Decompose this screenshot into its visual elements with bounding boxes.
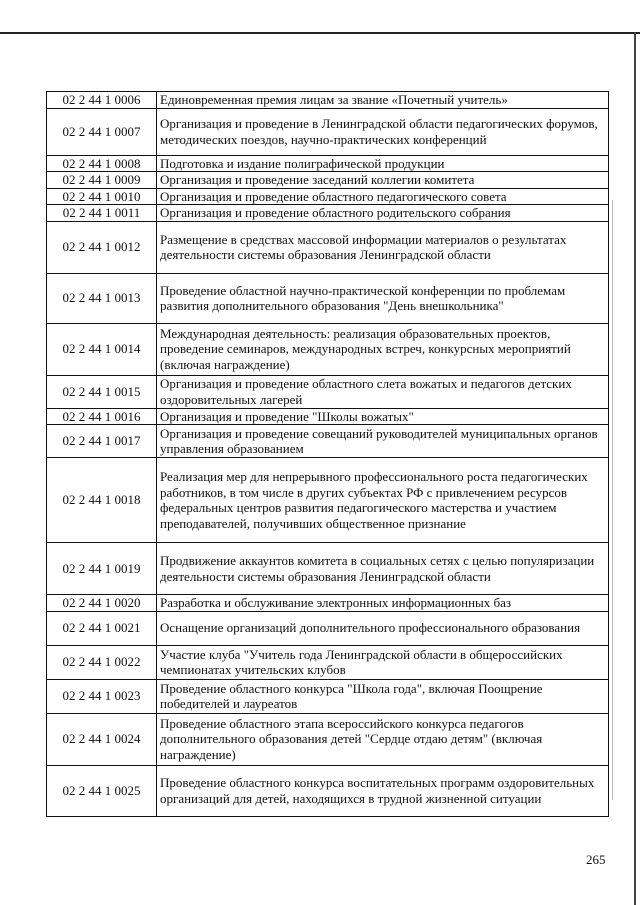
row-description: Организация и проведение заседаний коллегии комитета [157,172,609,189]
table-row [47,645,609,679]
table-row [47,273,609,323]
row-code: 02 2 44 1 0006 [47,92,157,109]
row-description: Организация и проведение "Школы вожатых" [157,408,609,425]
budget-code-table [46,91,609,817]
row-code: 02 2 44 1 0020 [47,595,157,612]
row-code: 02 2 44 1 0017 [47,425,157,458]
scan-right-border [634,32,636,905]
table-row [47,425,609,458]
row-description: Разработка и обслуживание электронных информационных баз [157,595,609,612]
table-row [47,375,609,408]
table-row [47,221,609,273]
row-code: 02 2 44 1 0022 [47,645,157,679]
scan-top-border [0,32,640,34]
row-description: Организация и проведение областного педагогического совета [157,188,609,205]
row-description: Организация и проведение в Ленинградской области педагогических форумов, методических поездов, научно-практических конференций [157,108,609,155]
table-row [47,679,609,713]
table-row [47,108,609,155]
row-description: Продвижение аккаунтов комитета в социальных сетях с целью популяризации деятельности системы образования Ленинградской области [157,543,609,595]
table-row [47,205,609,222]
row-code: 02 2 44 1 0009 [47,172,157,189]
table-row [47,408,609,425]
row-code: 02 2 44 1 0023 [47,679,157,713]
row-description: Проведение областной научно-практической конференции по проблемам развития дополнительного образования "День внешкольника" [157,273,609,323]
row-description: Проведение областного конкурса "Школа года", включая Поощрение победителей и лауреатов [157,679,609,713]
table-row [47,92,609,109]
table-row [47,172,609,189]
row-description: Организация и проведение областного слета вожатых и педагогов детских оздоровительных лагерей [157,375,609,408]
row-description: Участие клуба "Учитель года Ленинградской области в общероссийских чемпионатах учительских клубов [157,645,609,679]
row-code: 02 2 44 1 0024 [47,713,157,765]
table-row [47,543,609,595]
row-description: Проведение областного конкурса воспитательных программ оздоровительных организаций для детей, находящихся в трудной жизненной ситуации [157,765,609,816]
table-row [47,595,609,612]
row-description: Единовременная премия лицам за звание «Почетный учитель» [157,92,609,109]
row-code: 02 2 44 1 0015 [47,375,157,408]
row-description: Размещение в средствах массовой информации материалов о результатах деятельности системы образования Ленинградской области [157,221,609,273]
row-code: 02 2 44 1 0013 [47,273,157,323]
row-code: 02 2 44 1 0018 [47,458,157,543]
table-row [47,458,609,543]
table-row [47,323,609,375]
row-description: Подготовка и издание полиграфической продукции [157,155,609,172]
row-description: Организация и проведение областного родительского собрания [157,205,609,222]
row-code: 02 2 44 1 0011 [47,205,157,222]
row-description: Оснащение организаций дополнительного профессионального образования [157,611,609,645]
table-row [47,765,609,816]
page-number: 265 [586,852,606,867]
row-code: 02 2 44 1 0019 [47,543,157,595]
row-description: Международная деятельность: реализация образовательных проектов, проведение семинаров, международных встреч, конкурсных мероприятий (включая награждение) [157,323,609,375]
row-code: 02 2 44 1 0008 [47,155,157,172]
table-row [47,188,609,205]
row-code: 02 2 44 1 0007 [47,108,157,155]
table-row [47,713,609,765]
row-code: 02 2 44 1 0016 [47,408,157,425]
row-description: Реализация мер для непрерывного профессионального роста педагогических работников, в том числе в других субъектах РФ с привлечением ресурсов федеральных центров развития педагогического мастерства и участием преподавателей, получивших общественное признание [157,458,609,543]
table-row [47,611,609,645]
row-code: 02 2 44 1 0014 [47,323,157,375]
row-code: 02 2 44 1 0010 [47,188,157,205]
row-description: Проведение областного этапа всероссийского конкурса педагогов дополнительного образования детей "Сердце отдаю детям" (включая награждение) [157,713,609,765]
table-row [47,155,609,172]
row-code: 02 2 44 1 0012 [47,221,157,273]
row-code: 02 2 44 1 0021 [47,611,157,645]
scan-shadow-line [612,200,613,800]
row-description: Организация и проведение совещаний руководителей муниципальных органов управления образованием [157,425,609,458]
row-code: 02 2 44 1 0025 [47,765,157,816]
